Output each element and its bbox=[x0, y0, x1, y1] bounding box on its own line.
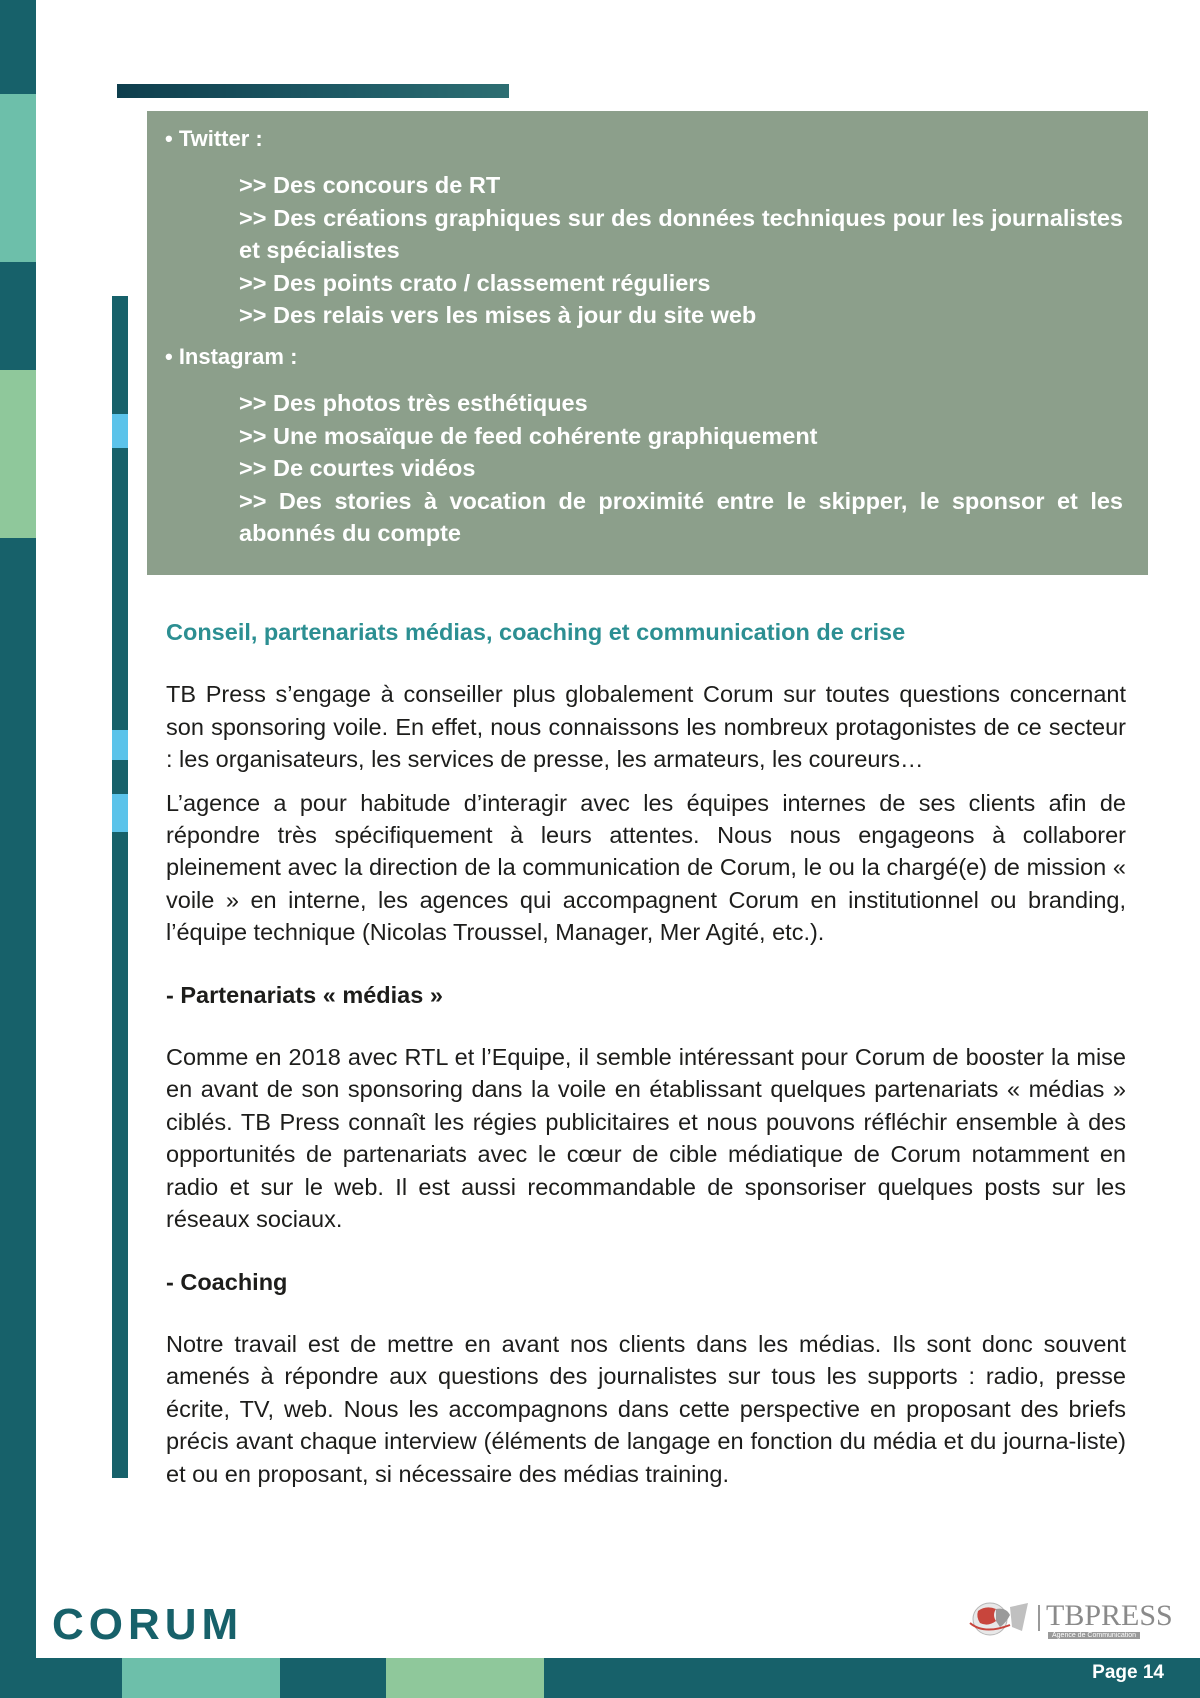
tbpress-tagline: Agence de Communication bbox=[1048, 1632, 1140, 1639]
twitter-list bbox=[239, 169, 1123, 332]
footer-bar bbox=[0, 1658, 1200, 1698]
vertical-bar-accent bbox=[112, 414, 128, 448]
stripe-segment bbox=[0, 0, 36, 94]
stripe-segment bbox=[0, 94, 36, 262]
subheading-partenariats: - Partenariats « médias » bbox=[166, 981, 443, 1008]
paragraph: Comme en 2018 avec RTL et l’Equipe, il semble intéressant pour Corum de booster la mise en avant de son sponsoring dans la voile en établissant quelques partenariats « médias » ciblés. TB Press connaît les régies publicitaires et nous pouvons réfléchir ensemble à des opportunités de partenariats avec le cœur de cible médiatique de Corum notamment en radio et sur le web. Il est aussi recommandable de sponsoriser quelques posts sur les réseaux sociaux. bbox=[166, 1044, 1126, 1233]
logo-separator bbox=[1038, 1605, 1040, 1631]
content-vertical-bar bbox=[112, 296, 128, 1478]
list-item: >> Une mosaïque de feed cohérente graphiquement bbox=[239, 422, 818, 449]
vertical-bar-accent bbox=[112, 794, 128, 832]
instagram-list bbox=[239, 387, 1123, 550]
paragraph: TB Press s’engage à conseiller plus globalement Corum sur toutes questions concernant son sponsoring voile. En effet, nous connaissons les nombreux protagonistes de ce secteur : les organisateurs, les services de presse, les armateurs, les coureurs… bbox=[166, 681, 1126, 773]
footer-bar-segment bbox=[280, 1658, 386, 1698]
subheading-coaching: - Coaching bbox=[166, 1268, 288, 1295]
list-item: >> Des points crato / classement réguliers bbox=[239, 269, 711, 296]
vertical-bar-accent bbox=[112, 730, 128, 760]
tbpress-logo bbox=[966, 1599, 1173, 1641]
page-number: Page 14 bbox=[1092, 1662, 1164, 1683]
main-content bbox=[166, 616, 1126, 1501]
list-item: >> Des relais vers les mises à jour du site web bbox=[239, 302, 757, 328]
section-title: Conseil, partenariats médias, coaching et communication de crise bbox=[166, 619, 906, 645]
stripe-segment bbox=[0, 538, 36, 1698]
footer-bar-segment bbox=[122, 1658, 280, 1698]
left-decorative-stripe bbox=[0, 0, 36, 1698]
stripe-segment bbox=[0, 370, 36, 538]
twitter-heading: • Twitter : bbox=[165, 126, 263, 151]
globe-icon bbox=[966, 1601, 1032, 1637]
list-item: >> Des créations graphiques sur des données techniques pour les journalistes et spécialistes bbox=[239, 204, 1123, 263]
list-item: >> De courtes vidéos bbox=[239, 455, 476, 481]
corum-logo: CORUM bbox=[52, 1600, 244, 1649]
header-accent-bar bbox=[117, 84, 509, 98]
instagram-heading: • Instagram : bbox=[165, 344, 298, 369]
list-item: >> Des photos très esthétiques bbox=[239, 390, 588, 416]
footer-bar-segment bbox=[386, 1658, 544, 1698]
tbpress-wordmark: TBPRESS bbox=[1046, 1599, 1173, 1632]
stripe-segment bbox=[0, 262, 36, 370]
paragraph: Notre travail est de mettre en avant nos clients dans les médias. Ils sont donc souvent amenés à répondre aux questions des journalistes sur tous les supports : radio, presse écrite, TV, web. Nous les accompagnons dans cette perspective en proposant des briefs précis avant chaque interview (éléments de langage en fonction du média et du journa-liste) et ou en proposant, si nécessaire des médias training. bbox=[166, 1330, 1126, 1487]
social-media-box bbox=[147, 111, 1148, 575]
paragraph: L’agence a pour habitude d’interagir avec les équipes internes de ses clients afin de répondre très spécifiquement à leurs attentes. Nous nous engageons à collaborer pleinement avec la direction de la communication de Corum, le ou la chargé(e) de mission « voile » en interne, les agences qui accompagnent Corum en institutionnel ou branding, l’équipe technique (Nicolas Troussel, Manager, Mer Agité, etc.). bbox=[166, 789, 1126, 946]
footer-bar-segment bbox=[0, 1658, 122, 1698]
list-item: >> Des concours de RT bbox=[239, 172, 501, 198]
list-item: >> Des stories à vocation de proximité entre le skipper, le sponsor et les abonnés du compte bbox=[239, 487, 1123, 546]
